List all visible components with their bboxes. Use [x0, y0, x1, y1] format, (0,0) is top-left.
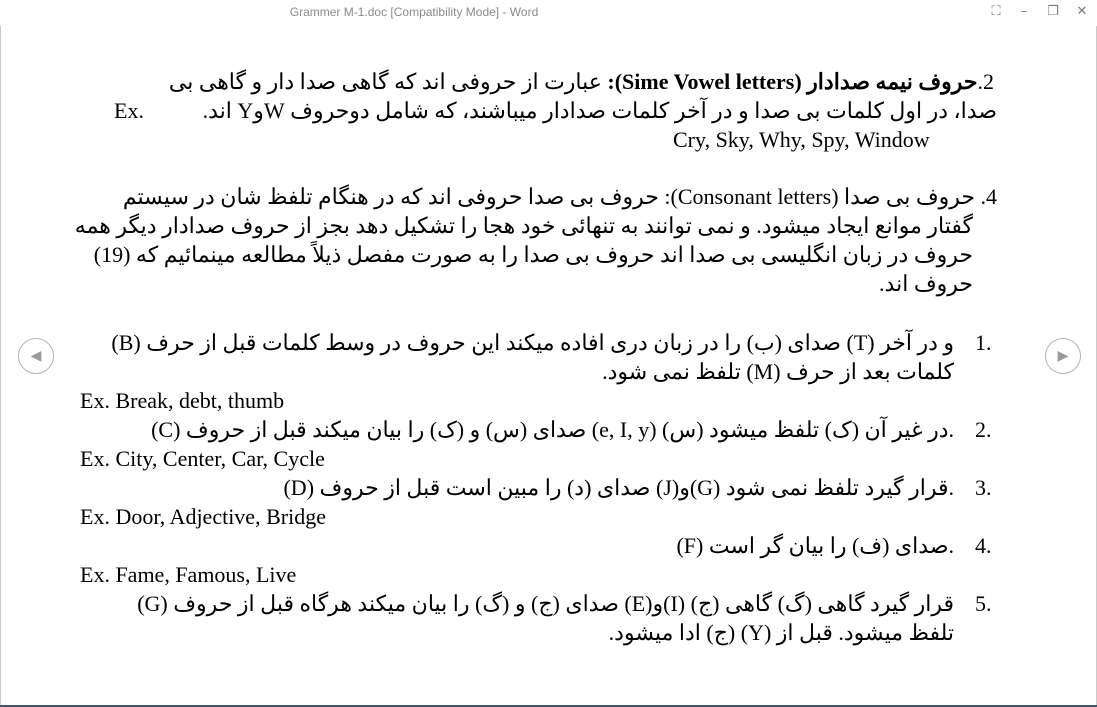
section4-line1: 4. حروف بی صدا (Consonant letters): حروف بی صدا حروفی اند که در هنگام تلفظ شان در سیستم — [122, 184, 997, 209]
list-item-5-line2: تلفظ میشود. قبل از (Y) (ج) ادا میشود. — [608, 620, 954, 645]
chevron-right-icon: ▶ — [1057, 348, 1069, 364]
read-mode-icon[interactable]: ⛶ — [991, 4, 1001, 19]
section2-examples: Cry, Sky, Why, Spy, Window — [673, 127, 930, 152]
previous-page-button[interactable] — [18, 338, 54, 374]
list-item-1-line2: کلمات بعد از حرف (M) تلفظ نمی شود. — [602, 359, 954, 384]
window-title: Grammer M-1.doc [Compatibility Mode] - Word — [289, 5, 539, 19]
list-item-number: 1. — [975, 330, 992, 355]
list-item-1-line1: (B) صدای (ب) را در زبان دری افاده میکند این حروف در وسط کلمات قبل از حرف (T) و در آخر — [111, 330, 954, 355]
list-item-5-line1: (G) صدای (ج) و (گ) را بیان میکند هرگاه قبل از حروف (E)و(I) قرار گیرد گاهی (گ) گاهی (ج) — [137, 591, 954, 616]
restore-icon[interactable]: ❐ — [1047, 4, 1059, 19]
title-bar — [0, 0, 1097, 26]
section2-line1-text: عبارت از حروفی اند که گاهی صدا دار و گاهی بی — [168, 69, 608, 94]
list-item-2-example: Ex. City, Center, Car, Cycle — [80, 446, 325, 471]
list-item-4-example: Ex. Fame, Famous, Live — [80, 562, 297, 587]
close-icon[interactable]: ✕ — [1076, 4, 1088, 19]
page-border-left — [0, 26, 1, 705]
list-item-3-example: Ex. Door, Adjective, Bridge — [80, 504, 326, 529]
section2-line1 — [169, 67, 994, 96]
list-item-2-line1: (C) صدای (س) و (ک) را بیان میکند قبل از حروف (e, I, y) (س) در غیر آن (ک) تلفظ میشود. — [151, 417, 954, 442]
section2-number: 2. — [977, 69, 994, 94]
minimize-icon[interactable]: – — [1020, 4, 1028, 19]
section4-line2: گفتار موانع ایجاد میشود. و نمی توانند به تنهائی خود هجا را تشکیل دهد بجز از حروف صدادار دیگر همه — [74, 213, 973, 238]
list-item-number: 2. — [975, 417, 992, 442]
chevron-left-icon: ◀ — [30, 348, 42, 364]
section2-heading: حروف نیمه صدادار (Sime Vowel letters): — [607, 69, 978, 94]
list-item-number: 3. — [975, 475, 992, 500]
next-page-button[interactable] — [1045, 338, 1081, 374]
list-item-number: 4. — [975, 533, 992, 558]
list-item-number: 5. — [975, 591, 992, 616]
list-item-4-line1: (F) صدای (ف) را بیان گر است. — [676, 533, 954, 558]
section4-line3: حروف در زبان انگلیسی بی صدا اند حروف بی صدا را به صورت مفصل ذیلاً مطالعه مینمائیم که (19) — [93, 242, 973, 267]
section2-ex-label: Ex. — [114, 98, 144, 123]
section2-line2: صدا، در اول کلمات بی صدا و در آخر کلمات صدادار میباشند، که شامل دوحروف WوY اند. — [202, 98, 997, 123]
list-item-1-example: Ex. Break, debt, thumb — [80, 388, 285, 413]
section4-line4: حروف اند. — [879, 271, 973, 296]
list-item-3-line1: (D) صدای (د) را مبین است قبل از حروف (J)و(G) قرار گیرد تلفظ نمی شود. — [283, 475, 954, 500]
